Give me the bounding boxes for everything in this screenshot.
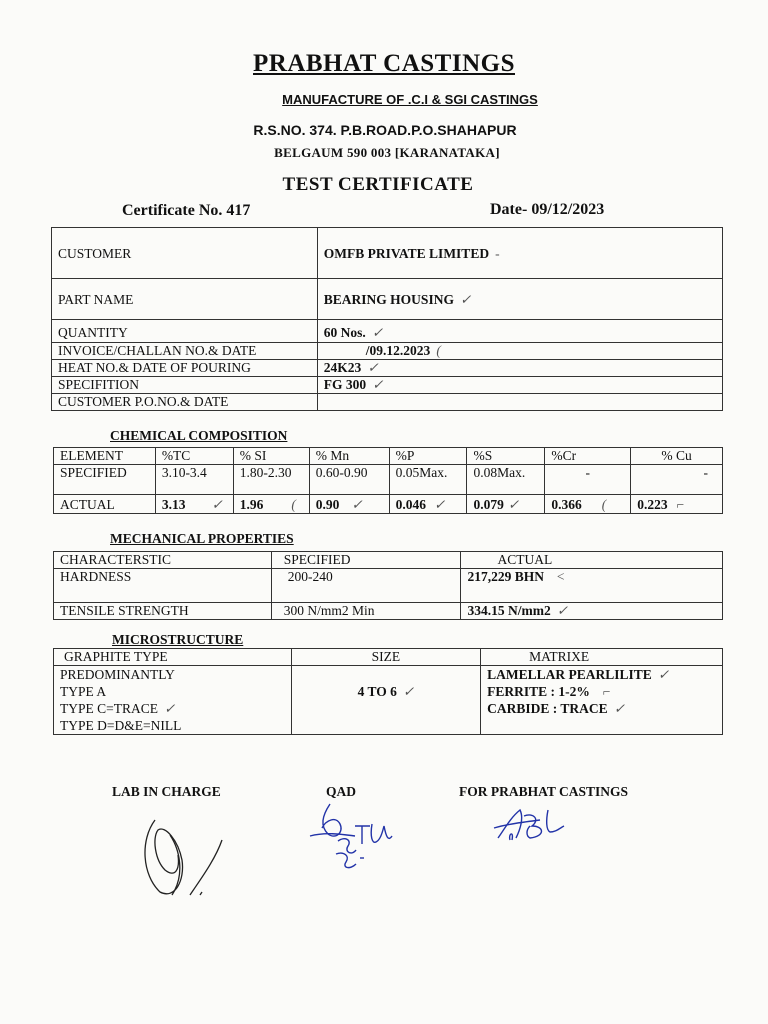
chemical-actual-row	[54, 495, 723, 514]
chemical-table	[53, 447, 723, 514]
microstructure-header: SIZE	[291, 649, 481, 666]
details-label: SPECIFITION	[52, 377, 318, 394]
heat-value: 24K23	[323, 360, 362, 375]
tick-mark-icon: ✓	[459, 292, 472, 307]
details-value	[317, 279, 722, 320]
matrix-pearlite: LAMELLAR PEARLILITE	[487, 667, 652, 682]
tick-mark-icon: <	[555, 569, 566, 584]
chemical-cell	[233, 495, 309, 514]
chemical-specified-row	[54, 465, 723, 495]
tick-mark-icon: ✓	[507, 497, 520, 512]
qad-caption: QAD	[326, 784, 356, 799]
chemical-header: % SI	[233, 448, 309, 465]
mechanical-cell: 200-240	[271, 569, 461, 603]
chemical-header: %Cr	[545, 448, 631, 465]
cu-actual: 0.223	[637, 497, 668, 512]
chemical-cell: SPECIFIED	[54, 465, 156, 495]
details-row-part-name	[52, 279, 723, 320]
graphite-type-cell	[54, 666, 292, 735]
tick-mark-icon: ✓	[164, 701, 176, 716]
chemical-header: %P	[389, 448, 467, 465]
graphite-line: TYPE A	[60, 684, 107, 699]
microstructure-header: GRAPHITE TYPE	[54, 649, 292, 666]
mechanical-row-tensile	[54, 603, 723, 620]
tick-mark-icon: ✓	[351, 497, 363, 512]
tick-mark-icon: ✓	[211, 497, 223, 512]
graphite-type-c: TYPE C=TRACE	[60, 701, 158, 716]
details-row-invoice	[52, 343, 723, 360]
details-row-heat	[52, 360, 723, 377]
p-actual: 0.046	[395, 497, 426, 512]
document-title: TEST CERTIFICATE	[282, 174, 474, 195]
tc-actual: 3.13	[161, 497, 186, 512]
mechanical-cell	[461, 569, 723, 603]
details-value	[317, 360, 722, 377]
mechanical-header: SPECIFIED	[271, 552, 461, 569]
tick-mark-icon: ✓	[556, 603, 569, 618]
microstructure-header-row	[54, 649, 723, 666]
specification-value: FG 300	[323, 377, 367, 392]
details-label: CUSTOMER	[52, 228, 318, 279]
size-cell	[291, 666, 481, 735]
details-value	[317, 377, 722, 394]
chemical-cell: 0.08Max.	[467, 465, 545, 495]
tick-mark-icon: ⌐	[675, 497, 685, 512]
mechanical-cell: 300 N/mm2 Min	[271, 603, 461, 620]
details-label: QUANTITY	[52, 320, 318, 343]
mechanical-section-title: MECHANICAL PROPERTIES	[110, 531, 294, 546]
certificate-date: Date- 09/12/2023	[490, 201, 605, 218]
chemical-header: %TC	[155, 448, 233, 465]
details-value	[317, 228, 722, 279]
part-name-value: BEARING HOUSING	[323, 292, 454, 307]
chemical-cell: ACTUAL	[54, 495, 156, 514]
tick-mark-icon: (	[601, 497, 607, 512]
details-row-po	[52, 394, 723, 411]
chemical-header-row	[54, 448, 723, 465]
matrix-line	[487, 683, 716, 700]
company-signature-icon	[490, 800, 580, 850]
cr-actual: 0.366	[551, 497, 582, 512]
matrix-carbide: CARBIDE : TRACE	[487, 701, 608, 716]
microstructure-header: MATRIXE	[481, 649, 723, 666]
chemical-cell	[467, 495, 545, 514]
mechanical-header-row	[54, 552, 723, 569]
details-row-customer	[52, 228, 723, 279]
lab-signature-icon	[130, 800, 240, 910]
matrix-line	[487, 700, 716, 717]
address-line-1: R.S.NO. 374. P.B.ROAD.P.O.SHAHAPUR	[253, 122, 517, 138]
chemical-cell	[631, 495, 723, 514]
tensile-actual: 334.15 N/mm2	[467, 603, 551, 618]
si-actual: 1.96	[239, 497, 264, 512]
chemical-cell: 0.05Max.	[389, 465, 467, 495]
customer-value: OMFB PRIVATE LIMITED	[323, 246, 490, 261]
details-row-specification	[52, 377, 723, 394]
tick-mark-icon: (	[436, 343, 441, 358]
invoice-value: /09.12.2023	[365, 343, 431, 358]
s-actual: 0.079	[473, 497, 504, 512]
lab-in-charge-caption: LAB IN CHARGE	[112, 784, 221, 799]
chemical-header: % Cu	[631, 448, 723, 465]
chemical-cell: 3.10-3.4	[155, 465, 233, 495]
size-value: 4 TO 6	[357, 684, 397, 699]
chemical-section-title: CHEMICAL COMPOSITION	[110, 428, 288, 443]
chemical-cell: -	[631, 465, 723, 495]
matrix-ferrite: FERRITE : 1-2%	[487, 684, 590, 699]
company-subtitle: MANUFACTURE OF .C.I & SGI CASTINGS	[282, 92, 538, 107]
details-value	[317, 343, 722, 360]
mechanical-cell: TENSILE STRENGTH	[54, 603, 272, 620]
microstructure-table	[53, 648, 723, 735]
details-value	[317, 394, 722, 411]
hardness-actual: 217,229 BHN	[467, 569, 544, 584]
details-table	[51, 227, 723, 411]
address-line-2: BELGAUM 590 003 [KARANATAKA]	[274, 145, 500, 160]
matrix-line	[487, 666, 716, 683]
microstructure-row	[54, 666, 723, 735]
graphite-line: PREDOMINANTLY	[60, 667, 175, 682]
details-value	[317, 320, 722, 343]
details-row-quantity	[52, 320, 723, 343]
mechanical-cell: HARDNESS	[54, 569, 272, 603]
chemical-cell	[389, 495, 467, 514]
tick-mark-icon: -	[495, 246, 500, 261]
tick-mark-icon: ✓	[433, 497, 446, 512]
microstructure-section-title: MICROSTRUCTURE	[112, 632, 244, 647]
chemical-header: % Mn	[309, 448, 389, 465]
details-label: HEAT NO.& DATE OF POURING	[52, 360, 318, 377]
quantity-value: 60 Nos.	[323, 325, 366, 340]
mechanical-table	[53, 551, 723, 620]
certificate-number: Certificate No. 417	[122, 202, 251, 219]
tick-mark-icon: ✓	[367, 360, 379, 375]
chemical-header: ELEMENT	[54, 448, 156, 465]
chemical-cell	[545, 495, 631, 514]
mechanical-header: ACTUAL	[461, 552, 723, 569]
mn-actual: 0.90	[315, 497, 340, 512]
chemical-header: %S	[467, 448, 545, 465]
details-label: INVOICE/CHALLAN NO.& DATE	[52, 343, 318, 360]
for-company-caption: FOR PRABHAT CASTINGS	[459, 784, 629, 799]
tick-mark-icon: ✓	[402, 684, 415, 699]
chemical-cell: 0.60-0.90	[309, 465, 389, 495]
chemical-cell	[155, 495, 233, 514]
chemical-cell: -	[545, 465, 631, 495]
qad-signature-icon	[300, 796, 410, 876]
mechanical-row-hardness	[54, 569, 723, 603]
tick-mark-icon: ✓	[613, 701, 625, 716]
graphite-line	[60, 700, 285, 717]
details-label: PART NAME	[52, 279, 318, 320]
tick-mark-icon: ✓	[371, 325, 384, 340]
mechanical-cell	[461, 603, 723, 620]
chemical-cell: 1.80-2.30	[233, 465, 309, 495]
details-label: CUSTOMER P.O.NO.& DATE	[52, 394, 318, 411]
matrix-cell	[481, 666, 723, 735]
chemical-cell	[309, 495, 389, 514]
tick-mark-icon: ⌐	[601, 684, 612, 699]
graphite-line: TYPE D=D&E=NILL	[60, 718, 182, 733]
company-name: PRABHAT CASTINGS	[253, 50, 515, 77]
tick-mark-icon: ✓	[657, 667, 670, 682]
tick-mark-icon: ✓	[372, 377, 384, 392]
tick-mark-icon: (	[291, 497, 296, 512]
mechanical-header: CHARACTERSTIC	[54, 552, 272, 569]
